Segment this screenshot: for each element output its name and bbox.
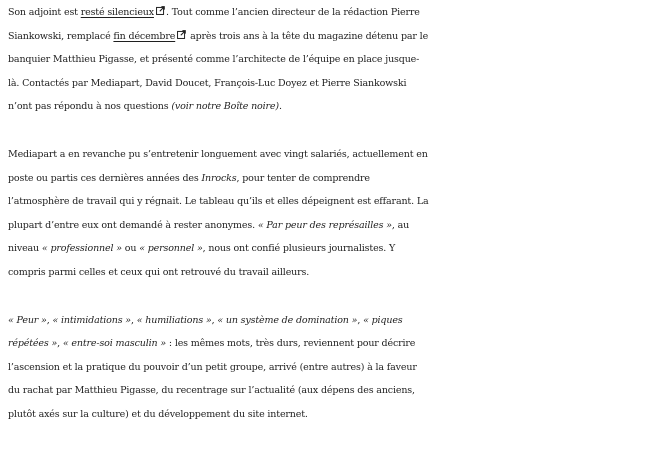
text: Siankowski, remplacé: [8, 30, 114, 42]
p3-line-2: [8, 332, 640, 356]
p3-line-1: [8, 309, 640, 333]
link-text[interactable]: resté silencieux: [80, 7, 154, 18]
p1-line-3: banquier Matthieu Pigasse, et présenté comme l’architecte de l’équipe en place jusque-: [8, 54, 420, 66]
link-text[interactable]: fin décembre: [113, 30, 176, 42]
magazine-name: Inrocks: [201, 172, 237, 184]
external-link-icon[interactable]: [177, 30, 186, 39]
quote: « Peur »: [8, 314, 47, 326]
text: après trois ans à la tête du magazine détenu par le: [187, 30, 429, 42]
p1-line-5: [8, 95, 640, 119]
p3-line-5: plutôt axés sur la culture) et du développement du site internet.: [8, 408, 308, 420]
text: poste ou partis ces dernières années des: [8, 172, 202, 184]
text: , nous ont confié plusieurs journalistes. Y: [202, 243, 396, 255]
p2-line-3: l’atmosphère de travail qui y régnait. Le tableau qu’ils et elles dépeignent est effarant. La: [8, 196, 429, 208]
paragraph-1: [8, 1, 640, 119]
text: ou: [121, 243, 140, 255]
paragraph-2: [8, 143, 640, 285]
text: ,: [357, 314, 364, 326]
p1-line-4: là. Contactés par Mediapart, David Doucet, François-Luc Doyez et Pierre Siankowski: [8, 77, 407, 89]
p3-line-4: du rachat par Matthieu Pigasse, du recentrage sur l’actualité (aux dépens des anciens,: [8, 385, 415, 397]
link-reste-silencieux[interactable]: [81, 7, 166, 18]
p2-line-1: Mediapart a en revanche pu s’entretenir longuement avec vingt salariés, actuellement en: [8, 148, 428, 160]
text: Son adjoint est: [8, 7, 81, 18]
text: plupart d’entre eux ont demandé à rester anonymes.: [8, 219, 258, 231]
text: ,: [130, 314, 137, 326]
text: : les mêmes mots, très durs, reviennent pour décrire: [166, 338, 416, 350]
quote: « Par peur des représailles »: [257, 219, 392, 231]
paragraph-3: [8, 309, 640, 427]
text: , pour tenter de comprendre: [236, 172, 370, 184]
p3-line-3: l’ascension et la pratique du pouvoir d’un petit groupe, arrivé (entre autres) à la faveur: [8, 361, 417, 373]
quote: « un système de domination »: [217, 314, 358, 326]
quote: « humiliations »: [136, 314, 212, 326]
text: ,: [211, 314, 218, 326]
p1-line-2: [8, 25, 640, 49]
text: . Tout comme l’ancien directeur de la rédaction Pierre: [165, 7, 420, 18]
text: n’ont pas répondu à nos questions: [8, 101, 172, 113]
text: , au: [391, 219, 410, 231]
p2-line-4: [8, 214, 640, 238]
quote: « entre-soi masculin »: [62, 338, 167, 350]
quote: « personnel »: [139, 243, 203, 255]
quote: « professionnel »: [41, 243, 122, 255]
link-fin-decembre[interactable]: [113, 31, 187, 42]
text: .: [278, 101, 282, 113]
text: ,: [46, 314, 53, 326]
p2-line-5: [8, 237, 640, 261]
text: niveau: [8, 243, 42, 255]
quote: « piques: [363, 314, 403, 326]
external-link-icon[interactable]: [156, 6, 165, 15]
boite-noire-reference: (voir notre Boîte noire): [171, 101, 279, 113]
quote: « intimidations »: [52, 314, 131, 326]
text: ,: [57, 338, 63, 350]
p2-line-2: [8, 167, 640, 191]
quote: répétées »: [8, 338, 58, 350]
p2-line-6: compris parmi celles et ceux qui ont retrouvé du travail ailleurs.: [8, 266, 310, 278]
p1-line-1: [8, 1, 640, 25]
